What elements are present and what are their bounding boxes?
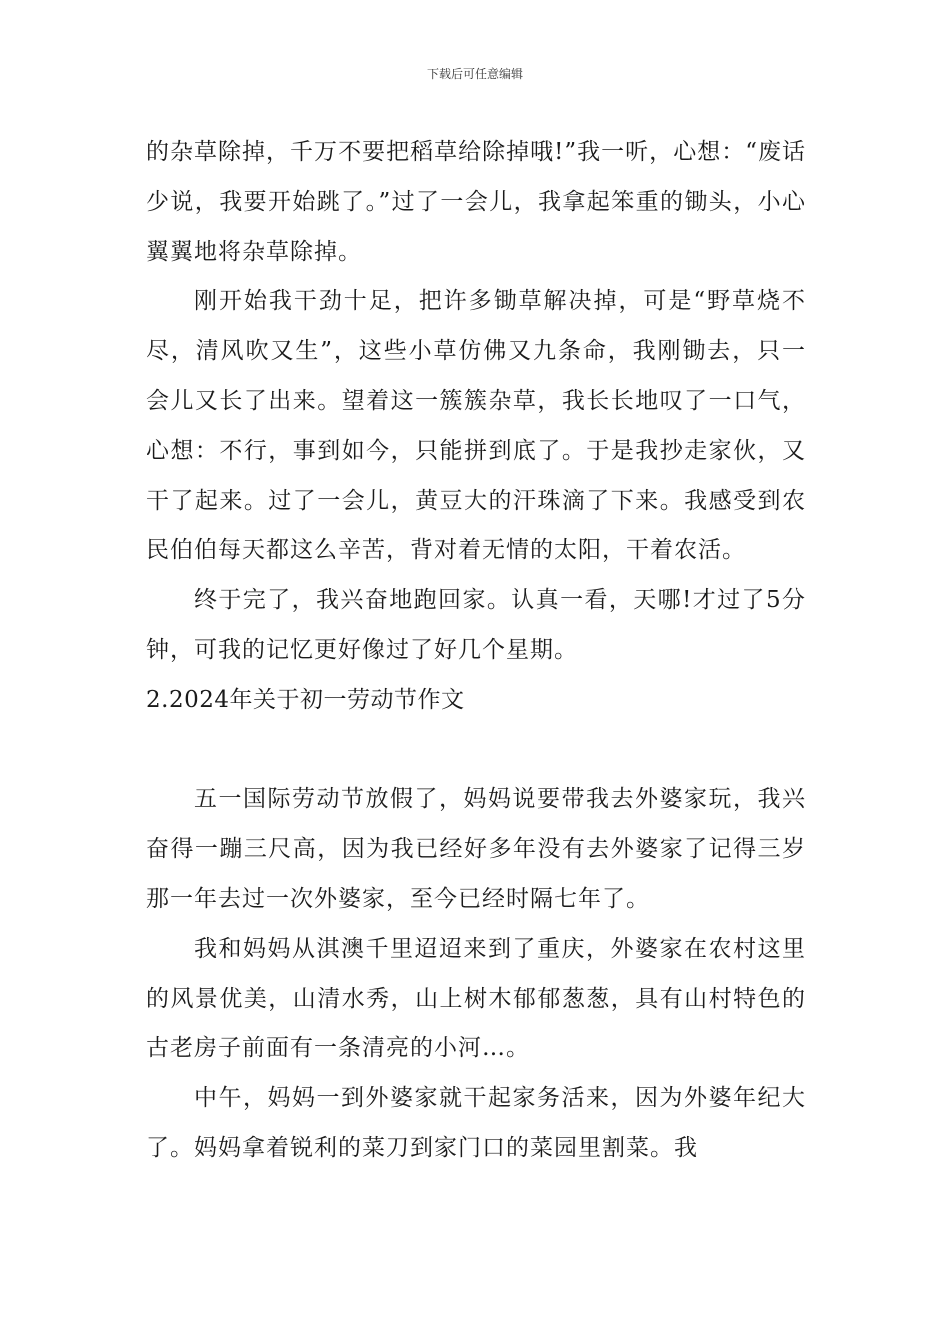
paragraph-journey: 我和妈妈从淇澳千里迢迢来到了重庆，外婆家在农村这里的风景优美，山清水秀，山上树木郁郁葱葱，具有山村特色的古老房子前面有一条清亮的小河…。 [146, 935, 806, 1062]
paragraph-noon: 中午，妈妈一到外婆家就干起家务活来，因为外婆年纪大了。妈妈拿着锐利的菜刀到家门口的菜园里割菜。我 [146, 1085, 806, 1161]
page-header-note: 下载后可任意编辑 [426, 67, 523, 81]
paragraph-continued: 的杂草除掉，千万不要把稻草给除掉哦!”我一听，心想：“废话少说，我要开始跳了。”过了一会儿，我拿起笨重的锄头，小心翼翼地将杂草除掉。 [146, 139, 806, 265]
paragraph-weeding: 刚开始我干劲十足，把许多锄草解决掉，可是“野草烧不尽，清风吹又生”，这些小草仿佛又九条命，我刚锄去，只一会儿又长了出来。望着这一簇簇杂草，我长长地叹了一口气，心想：不行，事到如今，只能拼到底了。于是我抄走家伙，又干了起来。过了一会儿，黄豆大的汗珠滴了下来。我感受到农民伯伯每天都这么辛苦，背对着无情的太阳，干着农活。 [146, 288, 806, 564]
paragraph-holiday: 五一国际劳动节放假了，妈妈说要带我去外婆家玩，我兴奋得一蹦三尺高，因为我已经好多年没有去外婆家了记得三岁那一年去过一次外婆家，至今已经时隔七年了。 [146, 786, 806, 912]
paragraph-finished: 终于完了，我兴奋地跑回家。认真一看，天哪!才过了5分钟，可我的记忆更好像过了好几个星期。 [146, 587, 806, 663]
section-heading-essay-2: 2.2024年关于初一劳动节作文 [146, 686, 465, 713]
document-body [146, 128, 806, 1174]
blank-line [146, 726, 806, 776]
